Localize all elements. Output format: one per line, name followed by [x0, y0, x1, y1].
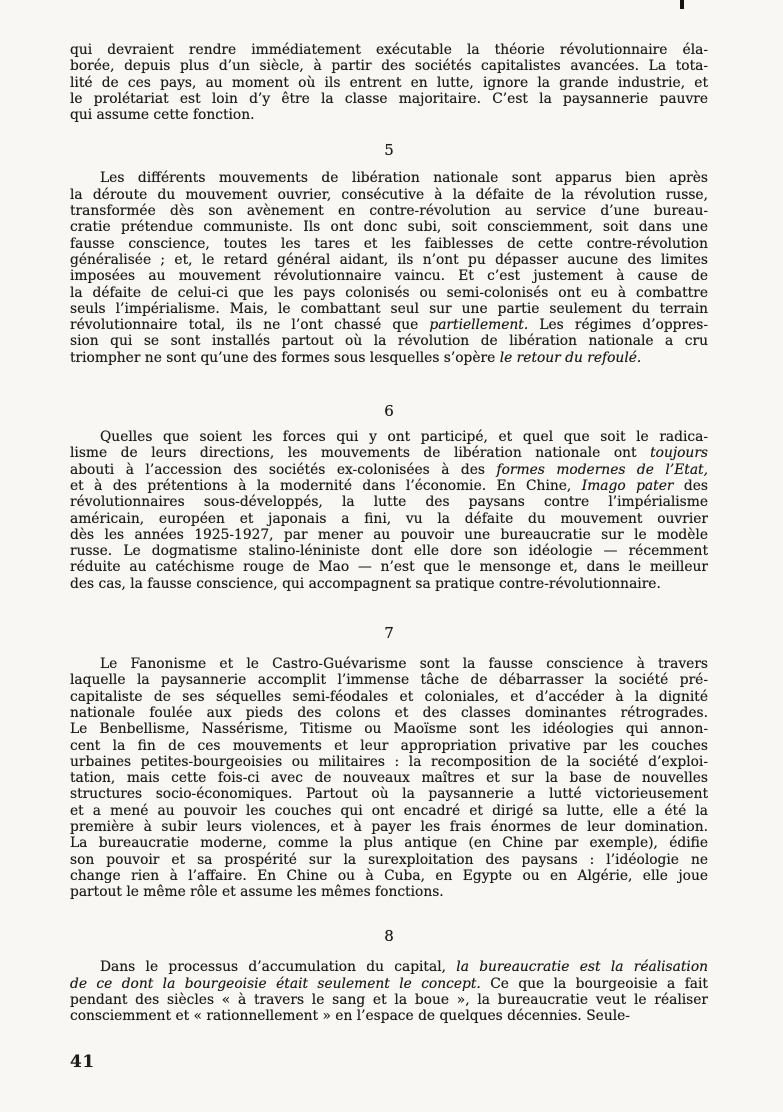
- text-line: le prolétariat est loin d’y être la classe majoritaire. C’est la paysannerie pauvre: [70, 90, 708, 107]
- text-line: première à subir leurs violences, et à payer les frais énormes de leur domination.: [70, 818, 708, 835]
- text-line: Le Fanonisme et le Castro-Guévarisme sont la fausse conscience à travers: [100, 656, 708, 673]
- page-content: [70, 42, 708, 1025]
- text-line: son pouvoir et sa prospérité sur la surexploitation des paysans : l’idéologie ne: [70, 851, 708, 868]
- text-line: Quelles que soient les forces qui y ont participé, et quel que soit le radica-: [100, 429, 708, 446]
- text-line: laquelle la paysannerie accomplit l’immense tâche de débarrasser la société pré-: [70, 672, 708, 689]
- paragraph-continuation: [70, 42, 708, 123]
- text-line: La bureaucratie moderne, comme la plus antique (en Chine par exemple), édifie: [70, 835, 708, 852]
- text-line: transformée dès son avènement en contre-révolution au service d’une bureau-: [70, 203, 708, 220]
- text-line: lisme de leurs directions, les mouvements de libération nationale ont toujours: [70, 445, 708, 462]
- text-line: Dans le processus d’accumulation du capital, la bureaucratie est la réalisation: [100, 959, 709, 976]
- text-line: généralisée ; et, le retard général aidant, ils n’ont pu dépasser aucune des limites: [70, 251, 708, 268]
- text-line: révolutionnaire total, ils ne l’ont chassé que partiellement. Les régimes d’oppres-: [70, 317, 708, 334]
- text-line: imposées au mouvement révolutionnaire vaincu. Et c’est justement à cause de: [70, 268, 708, 285]
- paragraph-section-6: [70, 429, 708, 592]
- text-line: réduite au catéchisme rouge de Mao — n’est que le mensonge et, dans le meilleur: [70, 559, 708, 576]
- section-number-5: 5: [384, 141, 394, 160]
- text-line: lité de ces pays, au moment où ils entrent en lutte, ignore la grande industrie, et: [70, 74, 708, 91]
- text-line: tation, mais cette fois-ci avec de nouveaux maîtres et sur la base de nouvelles: [70, 770, 708, 787]
- text-line: américain, européen et japonais a fini, vu la défaite du mouvement ouvrier: [70, 510, 708, 527]
- text-line: révolutionnaires sous-développés, la lutte des paysans contre l’impérialisme: [70, 494, 708, 511]
- text-line: seuls l’impérialisme. Mais, le combattant seul sur une partie seulement du terrain: [70, 300, 708, 317]
- text-line: qui assume cette fonction.: [70, 107, 255, 124]
- text-line: pendant des siècles « à travers le sang et la boue », la bureaucratie veut le réaliser: [70, 992, 708, 1009]
- text-line: cent la fin de ces mouvements et leur appropriation privative par les couches: [70, 737, 708, 754]
- text-line: structures socio-économiques. Partout où la paysannerie a lutté victorieusement: [70, 786, 708, 803]
- section-number-8: 8: [384, 927, 394, 946]
- text-line: dès les années 1925-1927, par mener au pouvoir une bureaucratie sur le modèle: [70, 526, 708, 543]
- text-line: cratie prétendue communiste. Ils ont donc subi, soit consciemment, soit dans une: [70, 219, 708, 236]
- text-line: russe. Le dogmatisme stalino-léniniste dont elle dore son idéologie — récemment: [70, 543, 708, 560]
- text-line: qui devraient rendre immédiatement exécutable la théorie révolutionnaire éla-: [70, 42, 708, 58]
- paragraph-section-7: [70, 656, 708, 900]
- section-number-7: 7: [384, 624, 394, 643]
- text-line: triompher ne sont qu’une des formes sous lesquelles s’opère le retour du refoulé.: [70, 349, 642, 366]
- text-line: sion qui se sont installés partout où la révolution de libération nationale a cru: [70, 333, 708, 350]
- paragraph-section-5: [70, 170, 708, 366]
- text-line: urbaines petites-bourgeoisies ou militaires : la recomposition de la société d’exploi-: [70, 753, 708, 770]
- text-line: la défaite de celui-ci que les pays colonisés ou semi-colonisés ont eu à combattre: [70, 284, 708, 301]
- paragraph-section-8: [70, 959, 708, 1024]
- text-line: de ce dont la bourgeoisie était seulement le concept. Ce que la bourgeoisie a fait: [70, 975, 708, 992]
- text-line: nationale foulée aux pieds des colons et des classes dominantes rétrogrades.: [70, 704, 708, 721]
- text-line: Le Benbellisme, Nassérisme, Titisme ou Maoïsme sont les idéologies qui annon-: [70, 721, 708, 738]
- text-line: change rien à l’affaire. En Chine ou à Cuba, en Egypte ou en Algérie, elle joue: [70, 867, 708, 884]
- text-line: et à des prétentions à la modernité dans l’économie. En Chine, Imago pater des: [70, 477, 708, 494]
- section-number-6: 6: [384, 402, 394, 421]
- text-line: et a mené au pouvoir les couches qui ont encadré et dirigé sa lutte, elle a été la: [70, 802, 708, 819]
- page-number: 41: [70, 1052, 95, 1072]
- text-line: fausse conscience, toutes les tares et les faiblesses de cette contre-révolution: [70, 235, 708, 252]
- text-line: Les différents mouvements de libération nationale sont apparus bien après: [100, 170, 708, 187]
- text-line: consciemment et « rationnellement » en l’espace de quelques décennies. Seule-: [70, 1008, 630, 1025]
- scan-artifact-mark: [680, 0, 684, 9]
- text-line: la déroute du mouvement ouvrier, consécutive à la défaite de la révolution russe,: [70, 186, 708, 203]
- text-line: capitaliste de ses séquelles semi-féodales et coloniales, et d’accéder à la dignité: [70, 688, 708, 705]
- text-line: des cas, la fausse conscience, qui accompagnent sa pratique contre-révolutionnaire.: [70, 575, 661, 592]
- text-line: borée, depuis plus d’un siècle, à partir des sociétés capitalistes avancées. La tota-: [70, 58, 708, 75]
- text-line: abouti à l’accession des sociétés ex-colonisées à des formes modernes de l’Etat,: [70, 461, 708, 478]
- text-line: partout le même rôle et assume les mêmes fonctions.: [70, 884, 444, 901]
